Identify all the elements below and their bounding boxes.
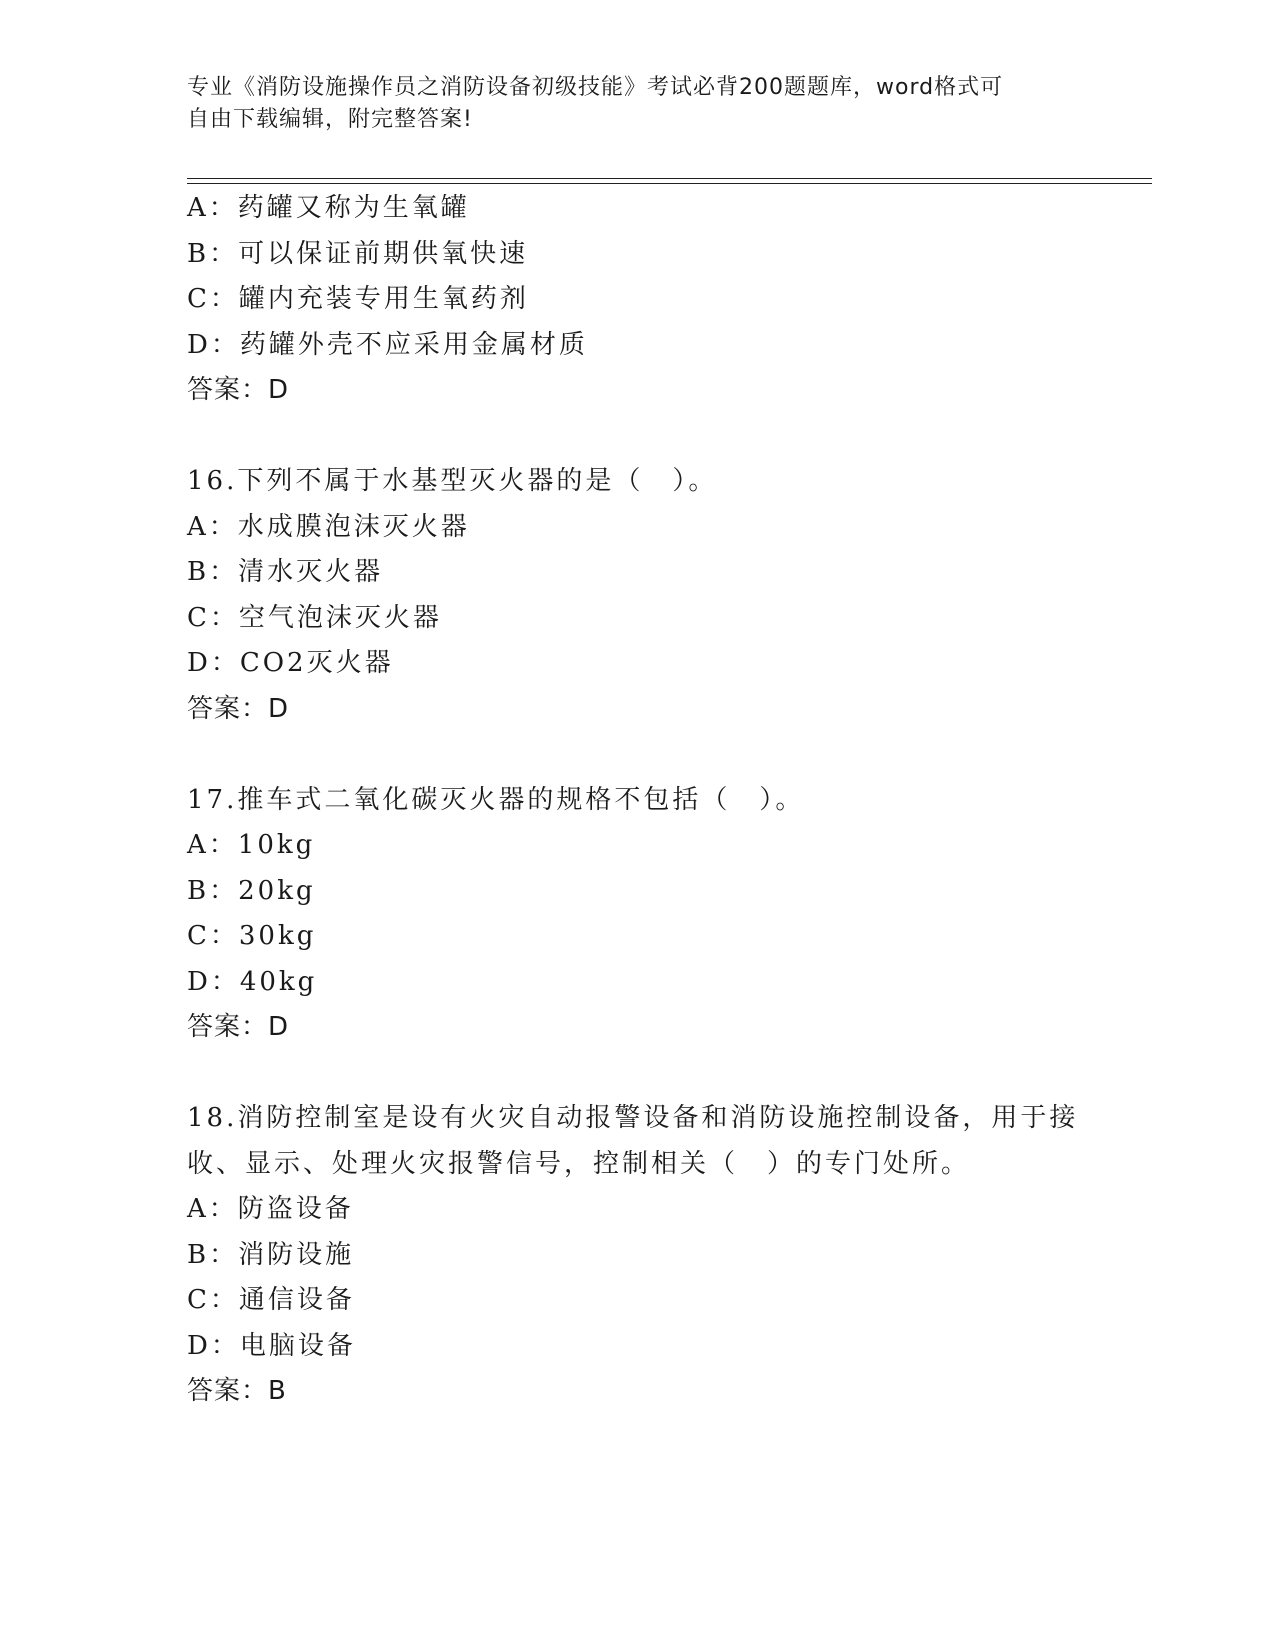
question-17 [187, 778, 1147, 1051]
spacer [187, 414, 1147, 460]
question-15 [187, 186, 1147, 414]
option-c: C：通信设备 [187, 1285, 355, 1315]
option-b: B：消防设施 [187, 1239, 355, 1270]
option-c: C：罐内充装专用生氧药剂 [187, 284, 529, 314]
question-list [187, 186, 1147, 1415]
question-text: 17.推车式二氧化碳灭火器的规格不包括（ ）。 [187, 784, 805, 815]
answer: 答案：D [187, 1012, 290, 1042]
question-18 [187, 1096, 1147, 1415]
option-a: A：10kg [187, 830, 316, 860]
option-d: D：40kg [187, 966, 318, 997]
question-text-line-1: 18.消防控制室是设有火灾自动报警设备和消防设施控制设备，用于接 [187, 1103, 1079, 1133]
document-header [187, 72, 1087, 136]
answer: 答案：B [187, 1376, 287, 1406]
header-line-2: 自由下载编辑，附完整答案! [187, 107, 473, 132]
question-text: 16.下列不属于水基型灭火器的是（ ）。 [187, 466, 718, 496]
header-divider-bottom [187, 183, 1152, 184]
answer: 答案：D [187, 375, 290, 405]
question-16 [187, 459, 1147, 732]
option-a: A：水成膜泡沫灭火器 [187, 511, 470, 542]
spacer [187, 1051, 1147, 1097]
header-divider-top [187, 178, 1152, 179]
option-b: B：20kg [187, 875, 316, 906]
question-text-line-2: 收、显示、处理火灾报警信号，控制相关（ ）的专门处所。 [187, 1148, 971, 1179]
option-b: B：清水灭火器 [187, 557, 384, 587]
option-d: D：药罐外壳不应采用金属材质 [187, 329, 588, 360]
option-b: B：可以保证前期供氧快速 [187, 238, 529, 269]
option-c: C：空气泡沫灭火器 [187, 602, 442, 633]
answer: 答案：D [187, 693, 290, 724]
spacer [187, 732, 1147, 778]
option-d: D：CO2灭火器 [187, 648, 394, 678]
option-c: C：30kg [187, 921, 317, 951]
option-a: A：药罐又称为生氧罐 [187, 193, 470, 223]
option-a: A：防盗设备 [187, 1194, 354, 1224]
header-line-1: 专业《消防设施操作员之消防设备初级技能》考试必背200题题库，word格式可 [187, 75, 1004, 100]
option-d: D：电脑设备 [187, 1330, 356, 1361]
